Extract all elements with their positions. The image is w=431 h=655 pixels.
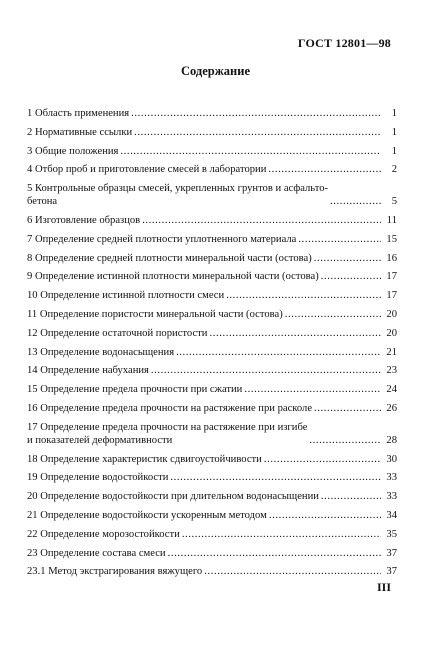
toc-entry <box>27 509 397 522</box>
toc-entry-title: 2 Нормативные ссылки <box>27 126 133 138</box>
toc-entry <box>27 383 397 396</box>
standard-code: ГОСТ 12801—98 <box>297 36 391 50</box>
page-number: III <box>376 580 391 594</box>
toc-entry-page: 26 <box>386 402 397 414</box>
toc-entry-page: 37 <box>386 547 397 559</box>
toc-entry <box>27 163 397 176</box>
dot-leader <box>321 270 381 283</box>
dot-leader <box>170 471 381 484</box>
toc-entry-title: 21 Определение водостойкости ускоренным методом <box>27 509 267 521</box>
dot-leader <box>168 547 381 560</box>
toc-entry-title: 17 Определение предела прочности на растяжение при изгибе и показателей деформативности <box>27 421 308 446</box>
dot-leader <box>285 308 381 321</box>
toc-entry-page: 37 <box>386 566 397 578</box>
toc-entry-page: 30 <box>386 453 397 465</box>
toc-entry <box>27 182 397 208</box>
toc-entry-title: 14 Определение набухания <box>27 365 149 377</box>
toc-entry-title: 15 Определение предела прочности при сжатии <box>27 384 243 396</box>
toc-entry-title: 23.1 Метод экстрагирования вяжущего <box>27 566 203 578</box>
toc-entry-title: 5 Контрольные образцы смесей, укрепленных грунтов и асфальто- бетона <box>27 183 329 208</box>
toc-entry <box>27 252 397 265</box>
toc-entry-page: 35 <box>386 528 397 540</box>
dot-leader <box>314 252 381 265</box>
toc-entry <box>27 270 397 283</box>
toc-entry-page: 20 <box>386 327 397 339</box>
dot-leader <box>321 490 381 503</box>
toc-entry-page: 21 <box>386 346 397 358</box>
toc-entry-title: 8 Определение средней плотности минеральной части (остова) <box>27 252 312 264</box>
toc-entry-page: 20 <box>386 308 397 320</box>
dot-leader <box>204 565 381 578</box>
toc-entry-page: 1 <box>391 145 397 157</box>
toc-entry-title: 11 Определение пористости минеральной части (остова) <box>27 308 283 320</box>
toc-entry <box>27 346 397 359</box>
toc-entry <box>27 214 397 227</box>
toc-entry-title: 4 Отбор проб и приготовление смесей в лаборатории <box>27 164 267 176</box>
toc-entry <box>27 471 397 484</box>
toc-entry <box>27 528 397 541</box>
toc-entry <box>27 364 397 377</box>
page-title: Содержание <box>180 64 250 78</box>
toc-entry <box>27 565 397 578</box>
toc-entry-page: 33 <box>386 472 397 484</box>
toc-entry-title: 16 Определение предела прочности на растяжение при расколе <box>27 402 313 414</box>
toc-entry-title: 19 Определение водостойкости <box>27 472 169 484</box>
dot-leader <box>176 346 381 359</box>
toc-entry <box>27 453 397 466</box>
toc-entry-title: 13 Определение водонасыщения <box>27 346 175 358</box>
toc-entry <box>27 233 397 246</box>
toc-entry <box>27 402 397 415</box>
toc-entry-title: 20 Определение водостойкости при длительном водонасыщении <box>27 491 319 503</box>
dot-leader <box>268 163 381 176</box>
toc-entry <box>27 327 397 340</box>
toc-entry-page: 2 <box>391 164 397 176</box>
dot-leader <box>120 145 381 158</box>
toc-entry-title: 22 Определение морозостойкости <box>27 528 180 540</box>
dot-leader <box>182 528 381 541</box>
dot-leader <box>134 126 381 139</box>
toc-entry-page: 1 <box>391 108 397 119</box>
toc-entry-title: 10 Определение истинной плотности смеси <box>27 290 225 302</box>
toc-entry-page: 34 <box>386 509 397 521</box>
toc-entry <box>27 547 397 560</box>
toc-entry-page: 24 <box>386 384 397 396</box>
toc-entry-page: 11 <box>386 214 397 226</box>
toc-entry-page: 16 <box>386 252 397 264</box>
toc-entry-page: 17 <box>386 271 397 283</box>
dot-leader <box>142 214 381 227</box>
toc-entry-title: 9 Определение истинной плотности минеральной части (остова) <box>27 271 319 283</box>
dot-leader <box>298 233 381 246</box>
toc-entry-title: 1 Область применения <box>27 108 130 119</box>
table-of-contents <box>27 107 397 584</box>
dot-leader <box>244 383 381 396</box>
dot-leader <box>209 327 381 340</box>
toc-entry <box>27 107 397 120</box>
toc-entry <box>27 490 397 503</box>
toc-entry <box>27 145 397 158</box>
dot-leader <box>151 364 381 377</box>
toc-entry-page: 5 <box>391 196 397 208</box>
toc-entry-title: 3 Общие положения <box>27 145 119 157</box>
toc-entry <box>27 421 397 447</box>
dot-leader <box>131 107 381 120</box>
dot-leader <box>226 289 381 302</box>
toc-entry-page: 33 <box>386 491 397 503</box>
toc-entry-title: 12 Определение остаточной пористости <box>27 327 208 339</box>
toc-entry-page: 15 <box>386 233 397 245</box>
dot-leader <box>330 195 381 208</box>
toc-entry-page: 23 <box>386 365 397 377</box>
toc-entry-title: 18 Определение характеристик сдвигоустойчивости <box>27 453 262 465</box>
toc-entry-title: 7 Определение средней плотности уплотненного материала <box>27 233 297 245</box>
toc-entry <box>27 308 397 321</box>
toc-entry-title: 6 Изготовление образцов <box>27 214 141 226</box>
dot-leader <box>314 402 381 415</box>
toc-entry-page: 28 <box>386 434 397 446</box>
toc-entry-title: 23 Определение состава смеси <box>27 547 166 559</box>
toc-entry <box>27 126 397 139</box>
dot-leader <box>269 509 381 522</box>
toc-entry-page: 17 <box>386 290 397 302</box>
toc-entry-page: 1 <box>391 126 397 138</box>
dot-leader <box>309 434 381 447</box>
toc-entry <box>27 289 397 302</box>
dot-leader <box>264 453 381 466</box>
